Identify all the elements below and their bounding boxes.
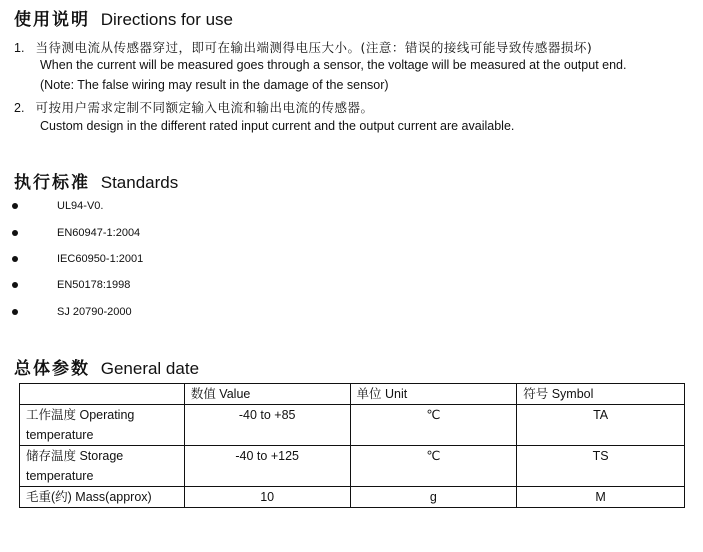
- row-label: 工作温度 Operating temperature: [20, 405, 185, 446]
- bullet-icon: [12, 230, 18, 236]
- bullet-icon: [12, 256, 18, 262]
- general-heading: [14, 354, 199, 379]
- direction-item-2-en: Custom design in the different rated input current and the output current are available.: [40, 119, 515, 133]
- row-label: 储存温度 Storage temperature: [20, 446, 185, 487]
- bullet-icon: [12, 309, 18, 315]
- table-row: [20, 446, 685, 487]
- direction-item-1-zh-text: 当待测电流从传感器穿过，即可在输出端测得电压大小。(注意：错误的接线可能导致传感器损坏): [35, 40, 593, 55]
- row-symbol: M: [517, 487, 685, 508]
- standards-title-zh: 执行标准: [14, 173, 90, 193]
- standard-item: UL94-V0.: [57, 200, 104, 212]
- row-label: 毛重(约) Mass(approx): [20, 487, 185, 508]
- standard-item: IEC60950-1:2001: [57, 253, 144, 265]
- row-value: -40 to +125: [184, 446, 350, 487]
- direction-item-2-zh-text: 可按用户需求定制不同额定输入电流和输出电流的传感器。: [35, 100, 374, 115]
- table-header-label: [20, 384, 185, 405]
- general-parameters-table: [19, 383, 685, 508]
- directions-heading: [14, 5, 233, 30]
- direction-item-1-number: 1.: [14, 41, 25, 55]
- bullet-icon: [12, 282, 18, 288]
- standard-item: EN50178:1998: [57, 279, 131, 291]
- table-header-unit: 单位 Unit: [350, 384, 517, 405]
- bullet-icon: [12, 203, 18, 209]
- row-symbol: TA: [517, 405, 685, 446]
- row-value: 10: [184, 487, 350, 508]
- direction-item-1-en: When the current will be measured goes through a sensor, the voltage will be measured at the output end.: [40, 58, 627, 72]
- row-value: -40 to +85: [184, 405, 350, 446]
- general-title-zh: 总体参数: [14, 359, 90, 379]
- table-header-symbol: 符号 Symbol: [517, 384, 685, 405]
- table-row: [20, 405, 685, 446]
- row-unit: ℃: [350, 446, 517, 487]
- direction-item-1-zh: [14, 38, 592, 56]
- standard-item: EN60947-1:2004: [57, 227, 141, 239]
- direction-item-2-number: 2.: [14, 101, 25, 115]
- table-header-value: 数值 Value: [184, 384, 350, 405]
- general-title-en: General date: [100, 359, 200, 378]
- direction-item-2-zh: [14, 98, 374, 116]
- table-header-row: [20, 384, 685, 405]
- direction-item-1-note: (Note: The false wiring may result in the damage of the sensor): [40, 78, 389, 92]
- row-unit: ℃: [350, 405, 517, 446]
- row-unit: g: [350, 487, 517, 508]
- directions-title-zh: 使用说明: [14, 10, 90, 30]
- standards-heading: [14, 168, 178, 193]
- standards-title-en: Standards: [100, 173, 179, 192]
- row-symbol: TS: [517, 446, 685, 487]
- standard-item: SJ 20790-2000: [57, 306, 132, 318]
- directions-title-en: Directions for use: [100, 10, 234, 29]
- table-row: [20, 487, 685, 508]
